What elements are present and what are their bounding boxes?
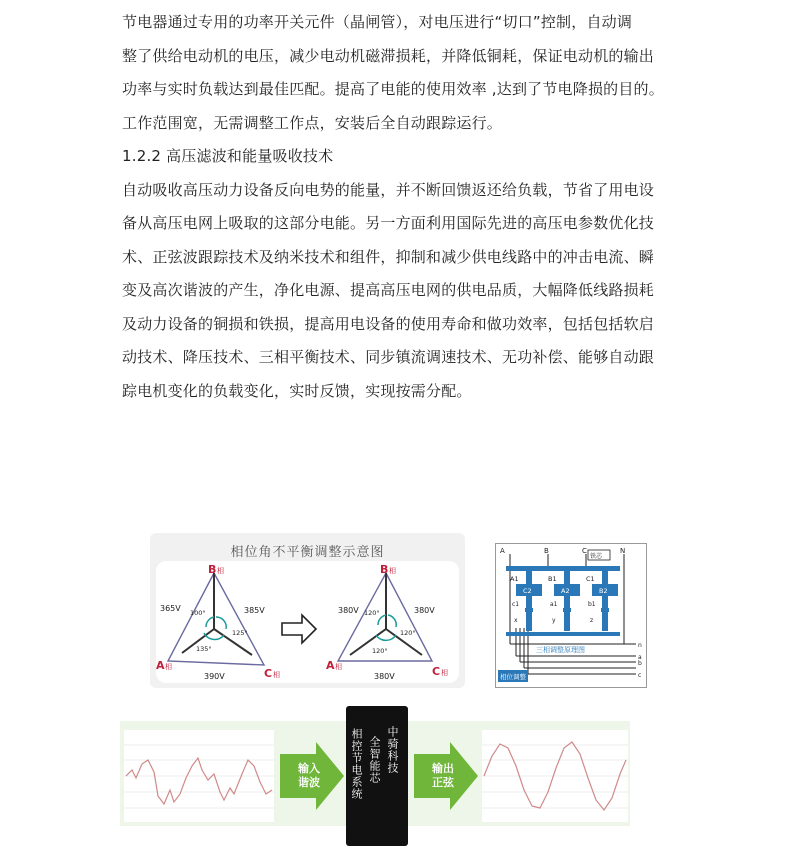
output-arrow — [414, 742, 478, 814]
paragraph-line: 术、正弦波跟踪技术及纳米技术和组件，抑制和减少供电线路中的冲击电流、瞬 — [122, 247, 655, 266]
paragraph-line: 节电器通过专用的功率开关元件（晶闸管），对电压进行“切口”控制，自动调 — [122, 13, 633, 31]
pin-label: a — [638, 654, 642, 661]
side-bc-label: 380V — [414, 606, 435, 615]
side-ab-label: 365V — [160, 604, 181, 613]
block-label: A2 — [561, 587, 570, 595]
schematic-caption: 三相调整原理图 — [536, 646, 585, 654]
input-arrow — [280, 742, 344, 814]
vertex-sub: 相 — [441, 669, 448, 677]
paragraph-line: 动技术、降压技术、三相平衡技术、同步镇流调速技术、无功补偿、能够自动跟 — [122, 348, 655, 366]
input-harmonic-waveform — [124, 730, 274, 822]
output-arrow-label: 正弦 — [432, 776, 454, 789]
tap-label: z — [590, 617, 594, 624]
input-arrow-label: 输入 — [298, 762, 320, 775]
three-phase-schematic — [495, 543, 647, 688]
vertex-sub: 相 — [217, 567, 224, 575]
tap-label: x — [514, 617, 518, 624]
phase-adjust-badge: 相位调整 — [500, 673, 526, 681]
center-text-col1: 相控节电系统 — [350, 728, 363, 800]
output-sine-waveform — [482, 730, 628, 822]
vertex-sub: 相 — [335, 663, 342, 671]
vertex-a-label: A — [326, 659, 335, 672]
coil-label: C1 — [586, 575, 595, 583]
core-bar — [506, 566, 620, 571]
side-ac-label: 380V — [374, 672, 395, 681]
unbalanced-triangle — [156, 563, 280, 681]
transform-arrow-icon — [282, 615, 316, 643]
side-ab-label: 380V — [338, 606, 359, 615]
coil-label: a1 — [550, 601, 558, 608]
phase-diagram-panel — [150, 533, 465, 688]
phase-diagram-canvas — [156, 561, 459, 683]
bottom-bar — [506, 632, 620, 636]
vertex-b-label: B — [380, 563, 389, 576]
schematic-label-c: C — [582, 547, 587, 555]
paragraph-line: 踪电机变化的负载变化，实时反馈，实现按需分配。 — [122, 381, 472, 400]
pin-label: n — [638, 642, 642, 649]
side-bc-label: 385V — [244, 606, 265, 615]
paragraph-line: 自动吸收高压动力设备反向电势的能量，并不断回馈返还给负载，节省了用电设 — [122, 180, 655, 199]
vertex-c-label: C — [264, 667, 273, 680]
vertex-c-label: C — [432, 665, 441, 678]
schematic-svg — [496, 544, 646, 687]
top-figure — [150, 533, 650, 688]
coil-label: B1 — [548, 575, 557, 583]
paragraph-line: 整了供给电动机的电压，减少电动机磁滞损耗，并降低铜耗，保证电动机的输出 — [122, 46, 655, 65]
waveform-figure — [120, 706, 630, 846]
angle-label: 135° — [196, 645, 212, 653]
vertex-a-label: A — [156, 659, 165, 672]
block-label: C2 — [523, 587, 532, 595]
schematic-label-b: B — [544, 547, 549, 555]
coil-label: A1 — [510, 575, 519, 583]
paragraph-line: 功率与实时负载达到最佳匹配。提高了电能的使用效率 ,达到了节电降损的目的。 — [122, 80, 664, 98]
section-heading: 1.2.2 高压滤波和能量吸收技术 — [122, 147, 334, 165]
coil-label: c1 — [512, 601, 520, 608]
pin-label: c — [638, 672, 642, 679]
coil-label: b1 — [588, 601, 596, 608]
paragraph-line: 及动力设备的铜损和铁损，提高用电设备的使用寿命和做功效率，包括包括软启 — [122, 314, 655, 333]
angle-label: 120° — [372, 647, 388, 655]
paragraph-line: 备从高压电网上吸取的这部分电能。另一方面利用国际先进的高压电参数优化技 — [122, 214, 655, 232]
angle-label: 100° — [190, 609, 206, 617]
angle-label: 120° — [364, 609, 380, 617]
pin-label: b — [638, 660, 642, 667]
angle-label: 120° — [400, 629, 416, 637]
angle-label: 125° — [232, 629, 248, 637]
vertex-b-label: B — [208, 563, 217, 576]
vertex-sub: 相 — [165, 663, 172, 671]
phase-diagram-title: 相位角不平衡调整示意图 — [230, 545, 385, 560]
center-text-col3: 中骑科技 — [386, 726, 399, 774]
article-text — [122, 6, 692, 408]
tap-label: y — [552, 617, 556, 624]
core-tag: 铁芯 — [590, 553, 603, 560]
schematic-label-a: A — [500, 547, 505, 555]
center-text-col2: 全智能芯 — [368, 736, 381, 784]
balanced-triangle — [326, 563, 448, 681]
paragraph-line: 变及高次谐波的产生，净化电源、提高高压电网的供电品质，大幅降低线路损耗 — [122, 281, 655, 299]
schematic-label-n: N — [620, 547, 626, 555]
input-arrow-label: 谐波 — [298, 776, 320, 789]
side-ac-label: 390V — [204, 672, 225, 681]
phase-diagram-svg — [156, 561, 459, 683]
control-system-box — [346, 706, 408, 846]
vertex-sub: 相 — [389, 567, 396, 575]
vertex-sub: 相 — [273, 671, 280, 679]
paragraph-line: 工作范围宽，无需调整工作点，安装后全自动跟踪运行。 — [122, 113, 503, 132]
block-label: B2 — [599, 587, 608, 595]
output-arrow-label: 输出 — [432, 762, 454, 775]
